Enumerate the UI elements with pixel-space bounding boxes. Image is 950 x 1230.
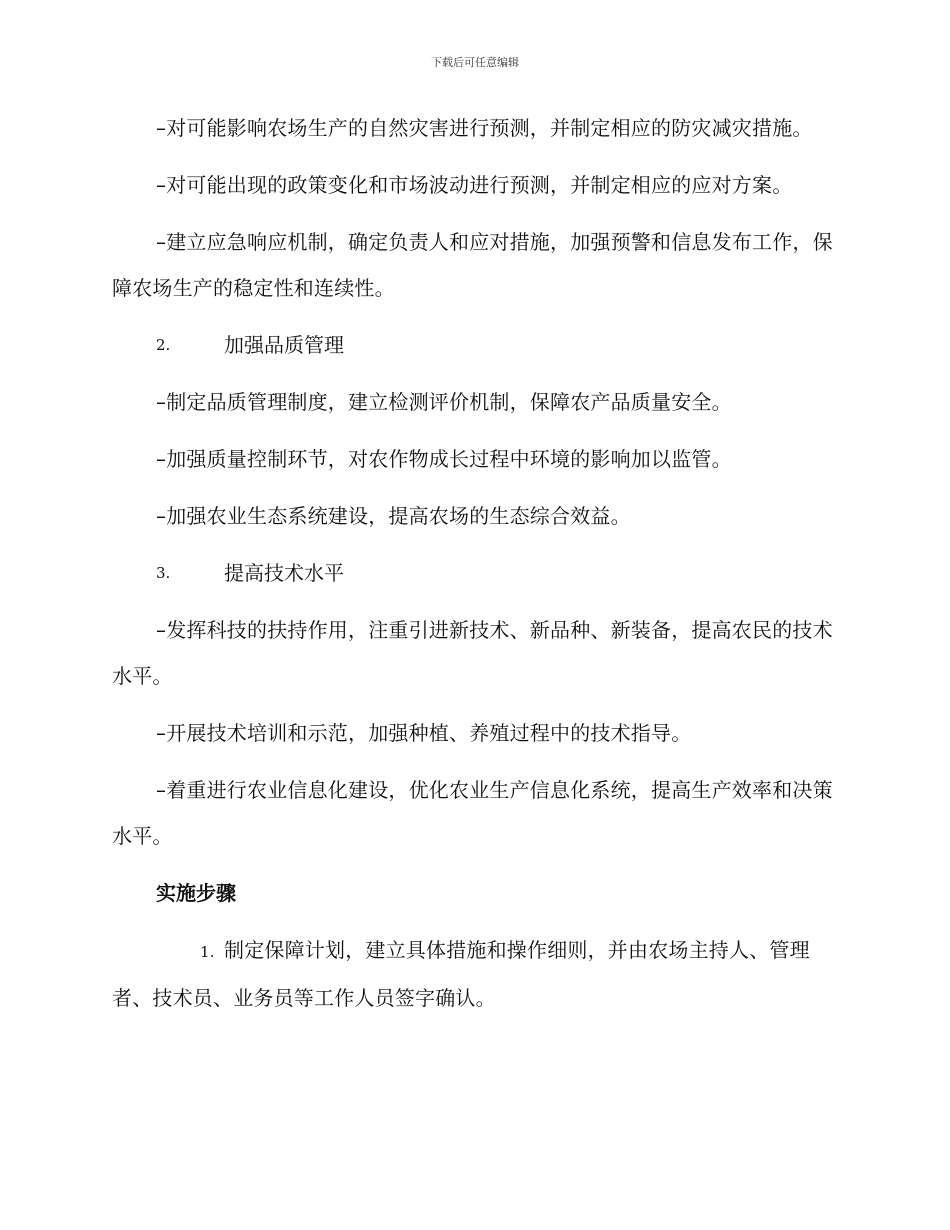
paragraph: –制定品质管理制度，建立检测评价机制，保障农产品质量安全。 xyxy=(156,390,732,414)
section-heading: 实施步骤 xyxy=(156,881,236,905)
document-body xyxy=(112,105,836,1032)
paragraph: –开展技术培训和示范，加强种植、养殖过程中的技术指导。 xyxy=(156,721,692,745)
item-number: 3. xyxy=(156,564,171,582)
item-title: 加强品质管理 xyxy=(224,333,344,357)
numbered-paragraph xyxy=(112,927,836,1021)
paragraph: –加强农业生态系统建设，提高农场的生态综合效益。 xyxy=(156,504,631,528)
paragraph: –加强质量控制环节，对农作物成长过程中环境的影响加以监管。 xyxy=(156,447,732,471)
item-title: 提高技术水平 xyxy=(224,561,344,585)
paragraph: –建立应急响应机制，确定负责人和应对措施，加强预警和信息发布工作，保障农场生产的稳定性和连续性。 xyxy=(112,230,833,300)
paragraph: –发挥科技的扶持作用，注重引进新技术、新品种、新装备，提高农民的技术水平。 xyxy=(112,618,833,688)
numbered-item xyxy=(112,322,836,368)
paragraph: –对可能出现的政策变化和市场波动进行预测，并制定相应的应对方案。 xyxy=(156,173,793,197)
paragraph: –对可能影响农场生产的自然灾害进行预测，并制定相应的防灾减灾措施。 xyxy=(156,116,813,140)
page-header-note: 下载后可任意编辑 xyxy=(431,56,519,69)
item-number: 1. xyxy=(200,943,215,961)
paragraph: –着重进行农业信息化建设，优化农业生产信息化系统，提高生产效率和决策水平。 xyxy=(112,778,833,848)
item-number: 2. xyxy=(156,336,171,354)
item-text: 制定保障计划，建立具体措施和操作细则，并由农场主持人、管理者、技术员、业务员等工作人员签字确认。 xyxy=(112,938,810,1010)
numbered-item xyxy=(112,550,836,596)
